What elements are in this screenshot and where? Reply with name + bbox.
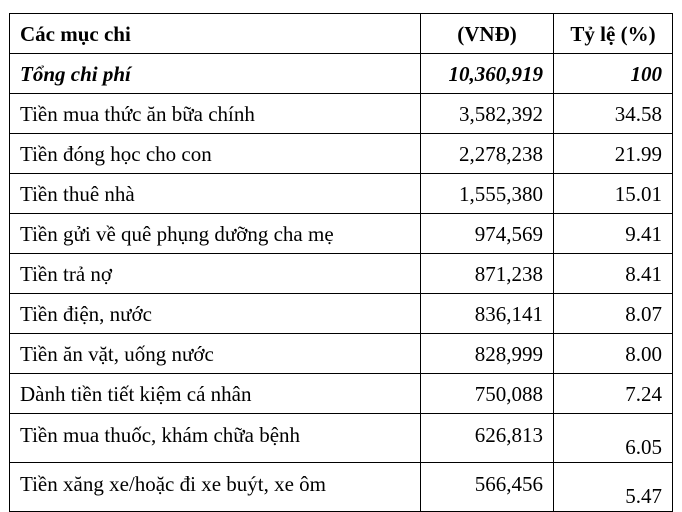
cell-amount: 750,088 — [421, 374, 554, 414]
total-item: Tổng chi phí — [10, 54, 421, 94]
cell-ratio: 34.58 — [554, 94, 673, 134]
table-row — [10, 134, 673, 174]
header-ratio: Tỷ lệ (%) — [554, 14, 673, 54]
cell-item: Dành tiền tiết kiệm cá nhân — [10, 374, 421, 414]
cell-ratio: 8.00 — [554, 334, 673, 374]
cell-ratio: 6.05 — [554, 414, 673, 463]
cell-amount: 828,999 — [421, 334, 554, 374]
cell-ratio: 9.41 — [554, 214, 673, 254]
cell-ratio: 21.99 — [554, 134, 673, 174]
cell-item: Tiền gửi về quê phụng dưỡng cha mẹ — [10, 214, 421, 254]
cell-item: Tiền đóng học cho con — [10, 134, 421, 174]
table-row — [10, 94, 673, 134]
cell-ratio: 8.41 — [554, 254, 673, 294]
table-row — [10, 214, 673, 254]
total-row — [10, 54, 673, 94]
total-amount: 10,360,919 — [421, 54, 554, 94]
header-amount: (VNĐ) — [421, 14, 554, 54]
cell-item: Tiền điện, nước — [10, 294, 421, 334]
cell-ratio: 7.24 — [554, 374, 673, 414]
table-row — [10, 174, 673, 214]
cell-ratio: 8.07 — [554, 294, 673, 334]
cell-amount: 1,555,380 — [421, 174, 554, 214]
header-row — [10, 14, 673, 54]
cell-item: Tiền xăng xe/hoặc đi xe buýt, xe ôm — [10, 463, 421, 512]
cell-ratio: 15.01 — [554, 174, 673, 214]
cell-ratio: 5.47 — [554, 463, 673, 512]
header-item: Các mục chi — [10, 14, 421, 54]
table-row — [10, 254, 673, 294]
cell-amount: 871,238 — [421, 254, 554, 294]
table-row — [10, 334, 673, 374]
cell-item: Tiền mua thuốc, khám chữa bệnh — [10, 414, 421, 463]
cell-item: Tiền trả nợ — [10, 254, 421, 294]
total-ratio: 100 — [554, 54, 673, 94]
cell-item: Tiền mua thức ăn bữa chính — [10, 94, 421, 134]
cell-item: Tiền ăn vặt, uống nước — [10, 334, 421, 374]
expense-table — [9, 13, 673, 512]
cell-amount: 626,813 — [421, 414, 554, 463]
cell-item: Tiền thuê nhà — [10, 174, 421, 214]
table-row — [10, 294, 673, 334]
cell-amount: 2,278,238 — [421, 134, 554, 174]
table-row — [10, 374, 673, 414]
cell-amount: 3,582,392 — [421, 94, 554, 134]
table-row — [10, 463, 673, 512]
cell-amount: 974,569 — [421, 214, 554, 254]
table-row — [10, 414, 673, 463]
cell-amount: 566,456 — [421, 463, 554, 512]
cell-amount: 836,141 — [421, 294, 554, 334]
